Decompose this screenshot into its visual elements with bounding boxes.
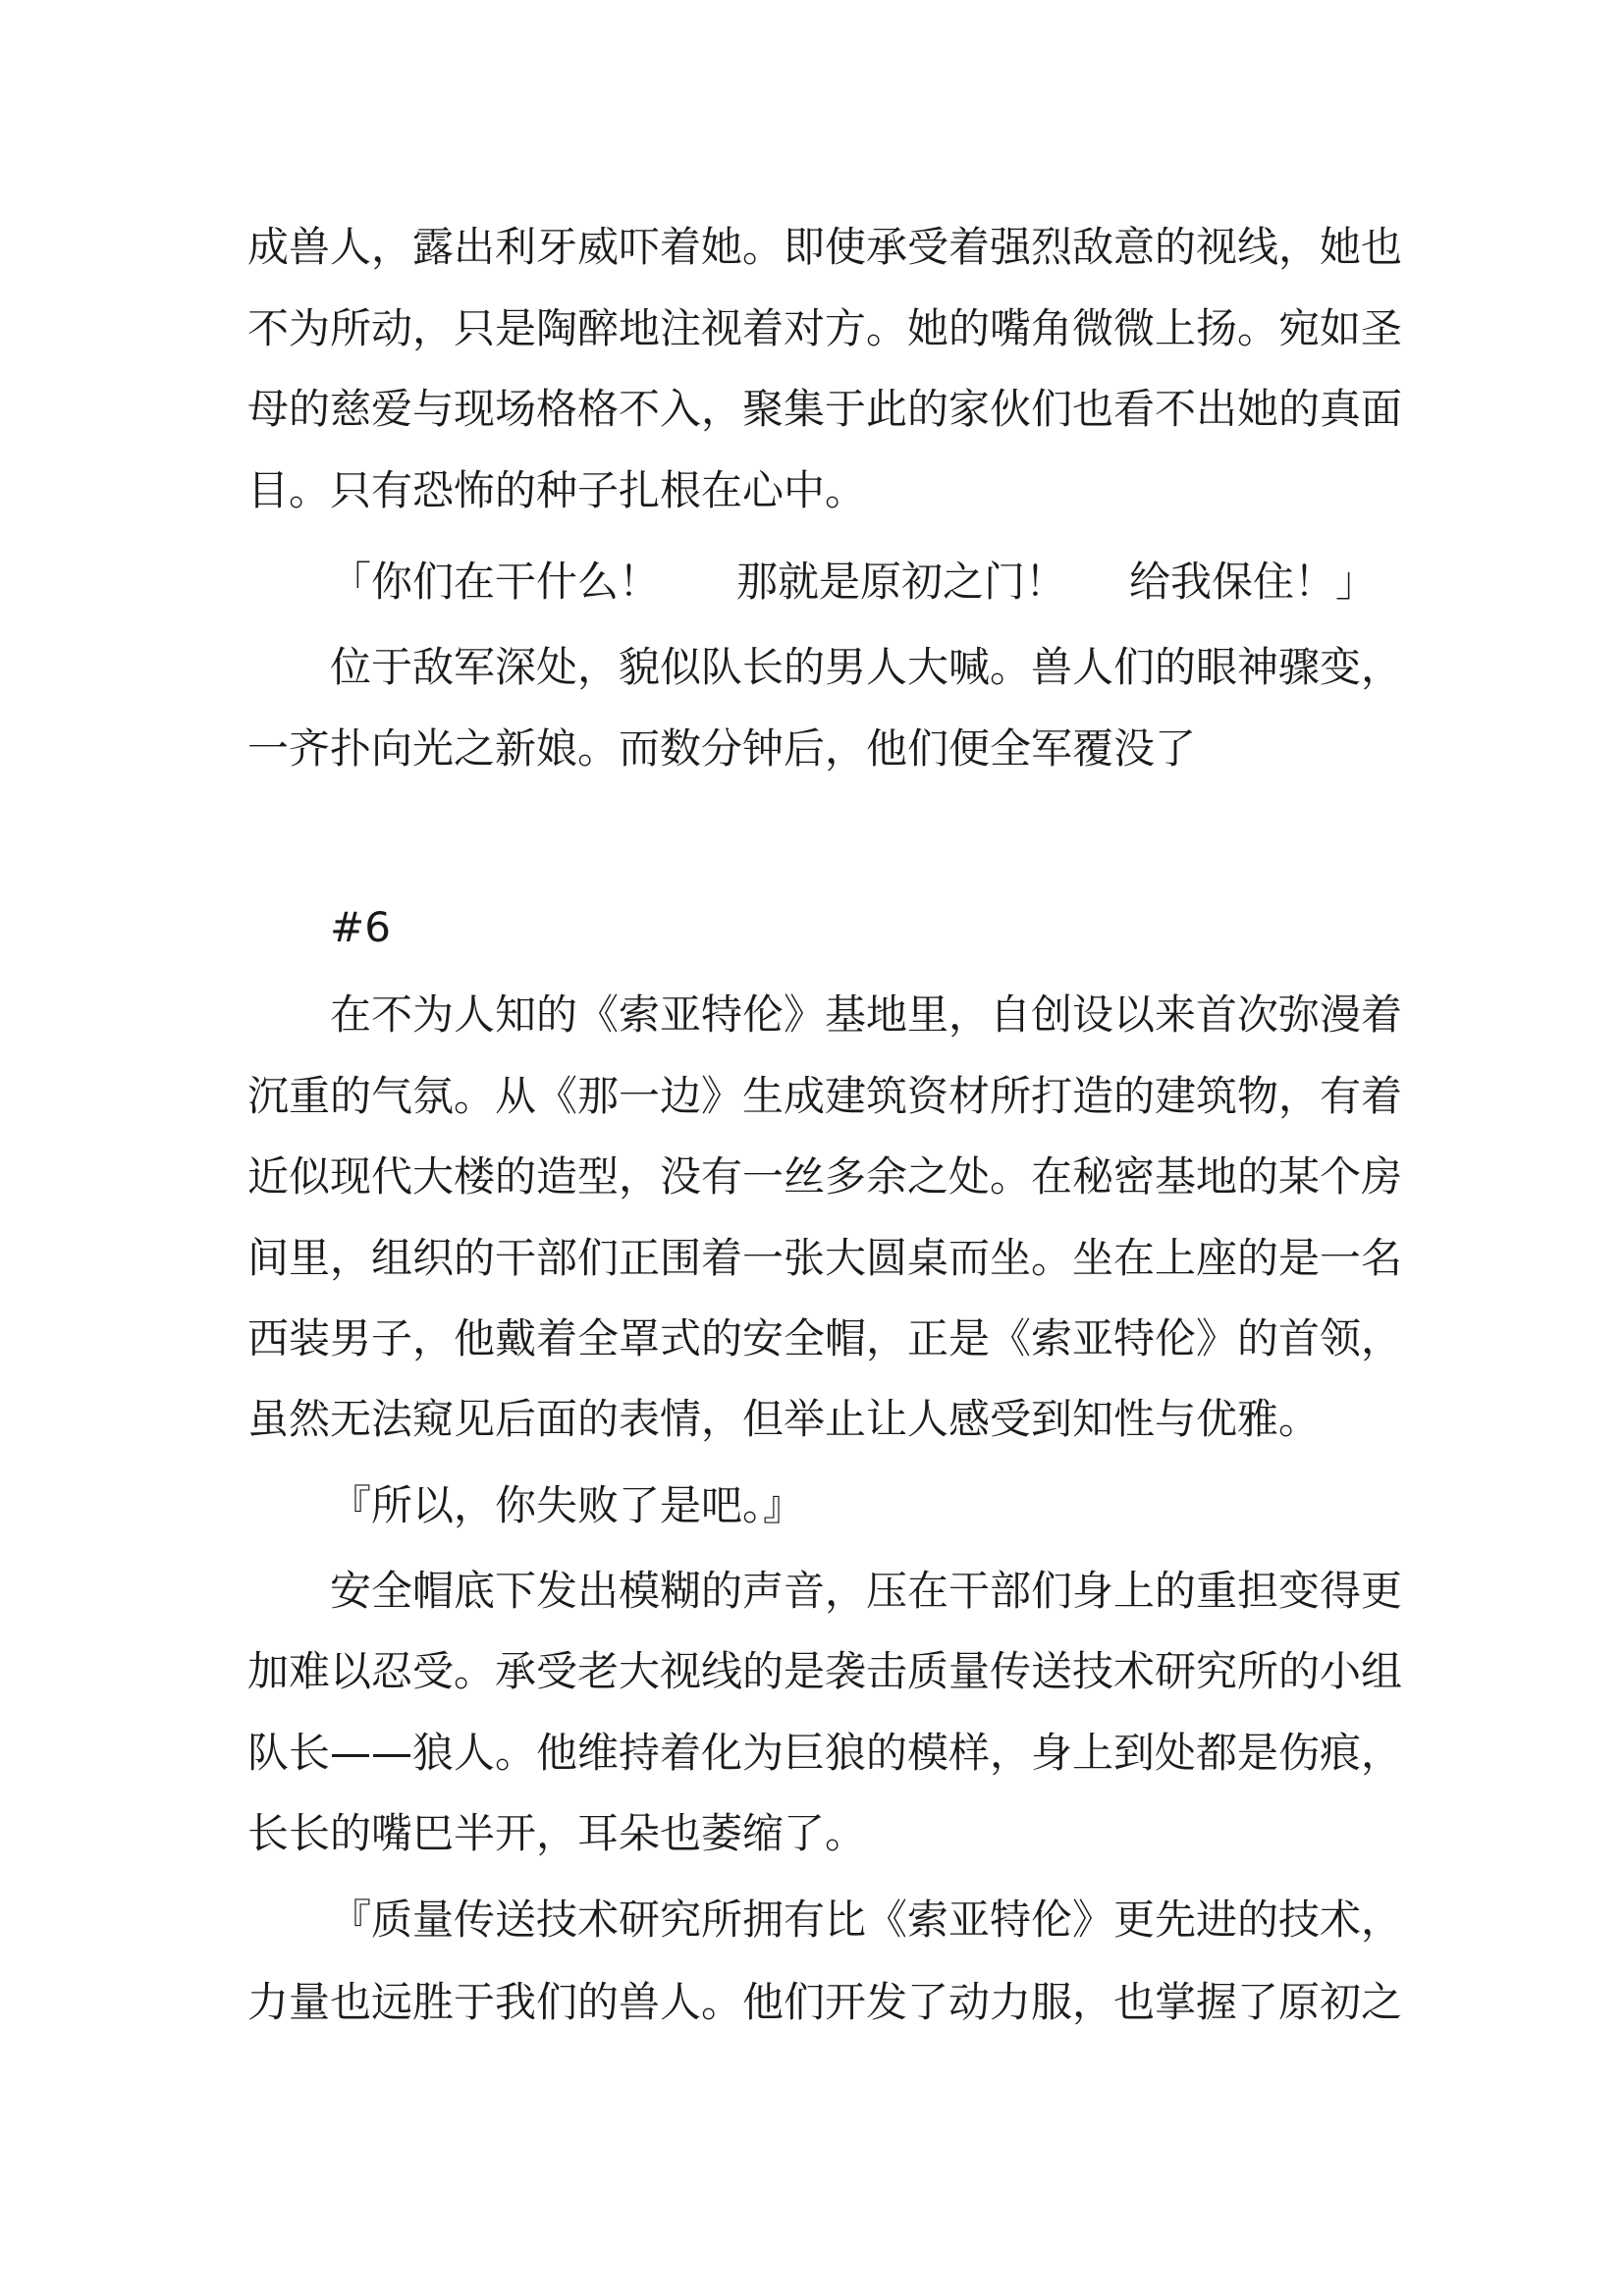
text-line: 安全帽底下发出模糊的声音，压在干部们身上的重担变得更 — [330, 1567, 1403, 1615]
text-line: 一齐扑向光之新娘。而数分钟后，他们便全军覆没了 — [247, 724, 1197, 773]
text-line: 目。只有恐怖的种子扎根在心中。 — [247, 466, 867, 514]
section-heading: #6 — [330, 903, 391, 951]
text-line: 沉重的气氛。从《那一边》生成建筑资材所打造的建筑物，有着 — [247, 1072, 1403, 1120]
dialogue-segment: 那就是原初之门！ — [736, 558, 1067, 606]
dialogue-segment: 「你们在干什么！ — [330, 558, 661, 606]
dialogue-line: 『所以，你失败了是吧。』 — [330, 1481, 805, 1529]
text-line: 西装男子，他戴着全罩式的安全帽，正是《索亚特伦》的首领， — [247, 1314, 1403, 1362]
text-line: 长长的嘴巴半开，耳朵也萎缩了。 — [247, 1809, 867, 1857]
text-line: 近似现代大楼的造型，没有一丝多余之处。在秘密基地的某个房 — [247, 1152, 1403, 1201]
text-line: 间里，组织的干部们正围着一张大圆桌而坐。坐在上座的是一名 — [247, 1234, 1403, 1282]
text-line: 加难以忍受。承受老大视线的是袭击质量传送技术研究所的小组 — [247, 1647, 1403, 1695]
text-line: 位于敌军深处，貌似队长的男人大喊。兽人们的眼神骤变， — [330, 643, 1403, 691]
text-line: 在不为人知的《索亚特伦》基地里，自创设以来首次弥漫着 — [330, 990, 1403, 1039]
dialogue-line — [330, 553, 1392, 612]
text-line: 不为所动，只是陶醉地注视着对方。她的嘴角微微上扬。宛如圣 — [247, 304, 1403, 352]
dialogue-line: 『质量传送技术研究所拥有比《索亚特伦》更先进的技术， — [330, 1896, 1403, 1944]
text-line: 虽然无法窥见后面的表情，但举止让人感受到知性与优雅。 — [247, 1395, 1321, 1443]
text-line: 力量也远胜于我们的兽人。他们开发了动力服，也掌握了原初之 — [247, 1978, 1403, 2026]
text-line: 成兽人，露出利牙威吓着她。即使承受着强烈敌意的视线，她也 — [247, 223, 1403, 271]
dialogue-segment: 给我保住！」 — [1129, 558, 1378, 606]
text-line: 母的慈爱与现场格格不入，聚集于此的家伙们也看不出她的真面 — [247, 385, 1403, 433]
text-line: 队长——狼人。他维持着化为巨狼的模样，身上到处都是伤痕， — [247, 1729, 1403, 1777]
